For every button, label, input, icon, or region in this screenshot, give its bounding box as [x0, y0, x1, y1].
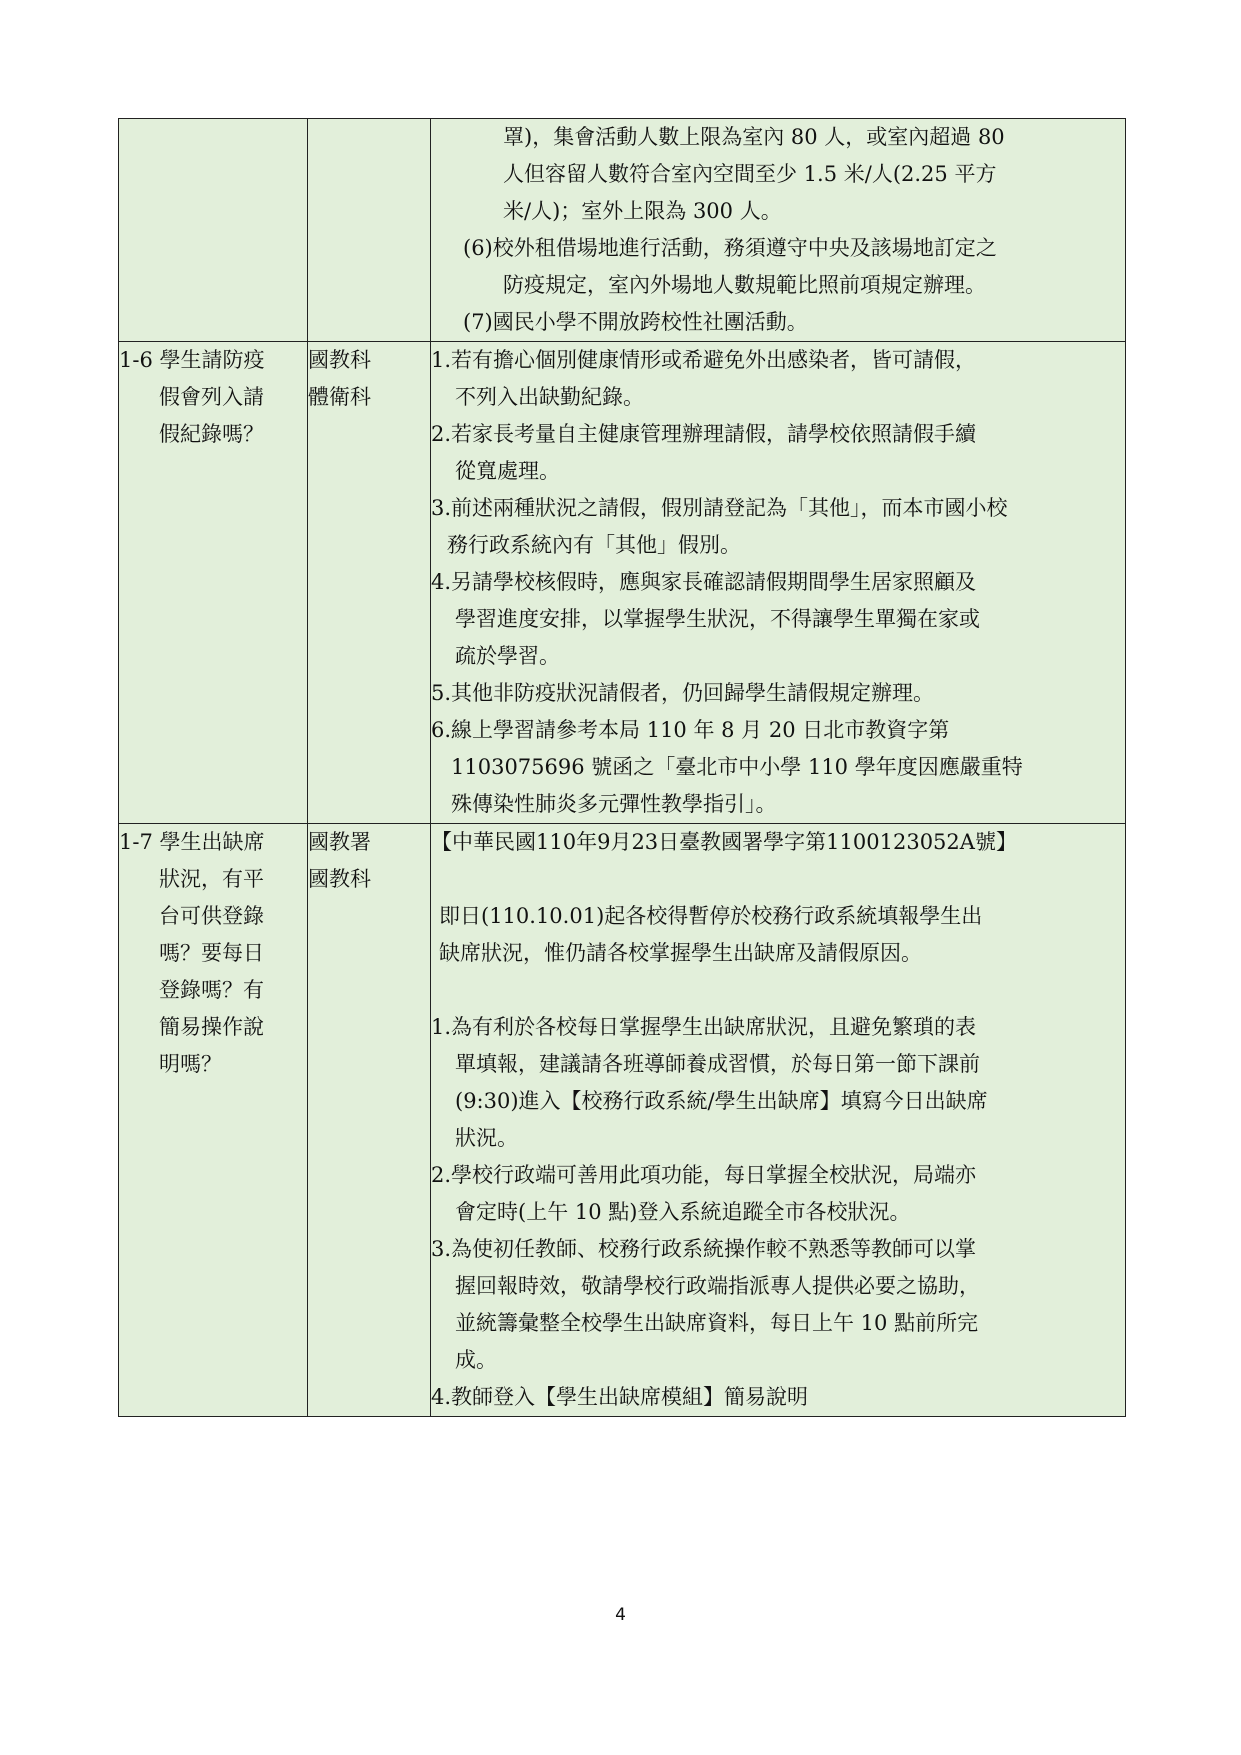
question-line: 登錄嗎？有: [159, 978, 264, 1002]
department-cell: [308, 119, 431, 342]
answer-line: 狀況。: [455, 1126, 518, 1150]
answer-line: 2.學校行政端可善用此項功能，每日掌握全校狀況，局端亦: [431, 1163, 977, 1187]
answer-line: 5.其他非防疫狀況請假者，仍回歸學生請假規定辦理。: [431, 681, 935, 705]
answer-line: 殊傳染性肺炎多元彈性教學指引」。: [451, 792, 777, 816]
department-cell: [308, 342, 431, 824]
question-cell: [119, 342, 308, 824]
answer-line: 3.為使初任教師、校務行政系統操作較不熟悉等教師可以掌: [431, 1237, 977, 1261]
answer-line: 1103075696 號函之「臺北市中小學 110 學年度因應嚴重特: [451, 755, 1023, 779]
answer-line: 4.教師登入【學生出缺席模組】簡易說明: [431, 1385, 809, 1409]
question-cell: [119, 824, 308, 1417]
answer-line: 不列入出缺勤紀錄。: [455, 385, 644, 409]
answer-cell: [431, 119, 1126, 342]
answer-line: 會定時(上午 10 點)登入系統追蹤全市各校狀況。: [455, 1200, 911, 1224]
answer-cell: [431, 342, 1126, 824]
department-cell: [308, 824, 431, 1417]
question-line: 1-7 學生出缺席: [119, 830, 265, 854]
answer-line: (6)校外租借場地進行活動，務須遵守中央及該場地訂定之: [463, 236, 997, 260]
department-line: 國教科: [308, 867, 371, 891]
faq-table: [118, 118, 1126, 1417]
answer-line: 握回報時效，敬請學校行政端指派專人提供必要之協助，: [455, 1274, 980, 1298]
department-line: 體衛科: [308, 385, 371, 409]
answer-line: 人但容留人數符合室內空間至少 1.5 米/人(2.25 平方: [503, 162, 997, 186]
answer-line: 2.若家長考量自主健康管理辦理請假，請學校依照請假手續: [431, 422, 977, 446]
answer-line: 4.另請學校核假時，應與家長確認請假期間學生居家照顧及: [431, 570, 977, 594]
answer-line: [431, 972, 1125, 1009]
department-line: 國教署: [308, 830, 371, 854]
page-number: 4: [615, 1605, 626, 1625]
answer-line: 單填報，建議請各班導師養成習慣，於每日第一節下課前: [455, 1052, 980, 1076]
answer-line: 成。: [455, 1348, 497, 1372]
answer-line: (9:30)進入【校務行政系統/學生出缺席】填寫今日出缺席: [455, 1089, 988, 1113]
answer-line: 3.前述兩種狀況之請假，假別請登記為「其他」，而本市國小校: [431, 496, 1008, 520]
question-line: 明嗎？: [159, 1052, 222, 1076]
answer-line: 並統籌彙整全校學生出缺席資料，每日上午 10 點前所完: [455, 1311, 979, 1335]
answer-line: 即日(110.10.01)起各校得暫停於校務行政系統填報學生出: [439, 904, 983, 928]
question-cell: [119, 119, 308, 342]
answer-line: 1.為有利於各校每日掌握學生出缺席狀況，且避免繁瑣的表: [431, 1015, 977, 1039]
answer-line: 罩)，集會活動人數上限為室內 80 人，或室內超過 80: [503, 125, 1005, 149]
department-line: 國教科: [308, 348, 371, 372]
answer-line: 6.線上學習請參考本局 110 年 8 月 20 日北市教資字第: [431, 718, 950, 742]
answer-line: 【中華民國110年9月23日臺教國署學字第1100123052A號】: [431, 830, 1017, 854]
question-line: 1-6 學生請防疫: [119, 348, 265, 372]
answer-line: 學習進度安排，以掌握學生狀況，不得讓學生單獨在家或: [455, 607, 980, 631]
answer-line: 1.若有擔心個別健康情形或希避免外出感染者，皆可請假，: [431, 348, 977, 372]
answer-line: 米/人)；室外上限為 300 人。: [503, 199, 782, 223]
answer-line: 務行政系統內有「其他」假別。: [447, 533, 741, 557]
table-row: [119, 119, 1126, 342]
question-line: 嗎？要每日: [159, 941, 264, 965]
answer-line: 缺席狀況，惟仍請各校掌握學生出缺席及請假原因。: [439, 941, 922, 965]
answer-line: [431, 861, 1125, 898]
answer-line: 防疫規定，室內外場地人數規範比照前項規定辦理。: [503, 273, 986, 297]
table-row: [119, 824, 1126, 1417]
answer-line: 從寬處理。: [455, 459, 560, 483]
question-line: 簡易操作說: [159, 1015, 264, 1039]
question-line: 假會列入請: [159, 385, 264, 409]
question-line: 假紀錄嗎？: [159, 422, 264, 446]
table-row: [119, 342, 1126, 824]
answer-line: (7)國民小學不開放跨校性社團活動。: [463, 310, 808, 334]
answer-line: 疏於學習。: [455, 644, 560, 668]
answer-cell: [431, 824, 1126, 1417]
question-line: 台可供登錄: [159, 904, 264, 928]
question-line: 狀況，有平: [159, 867, 264, 891]
